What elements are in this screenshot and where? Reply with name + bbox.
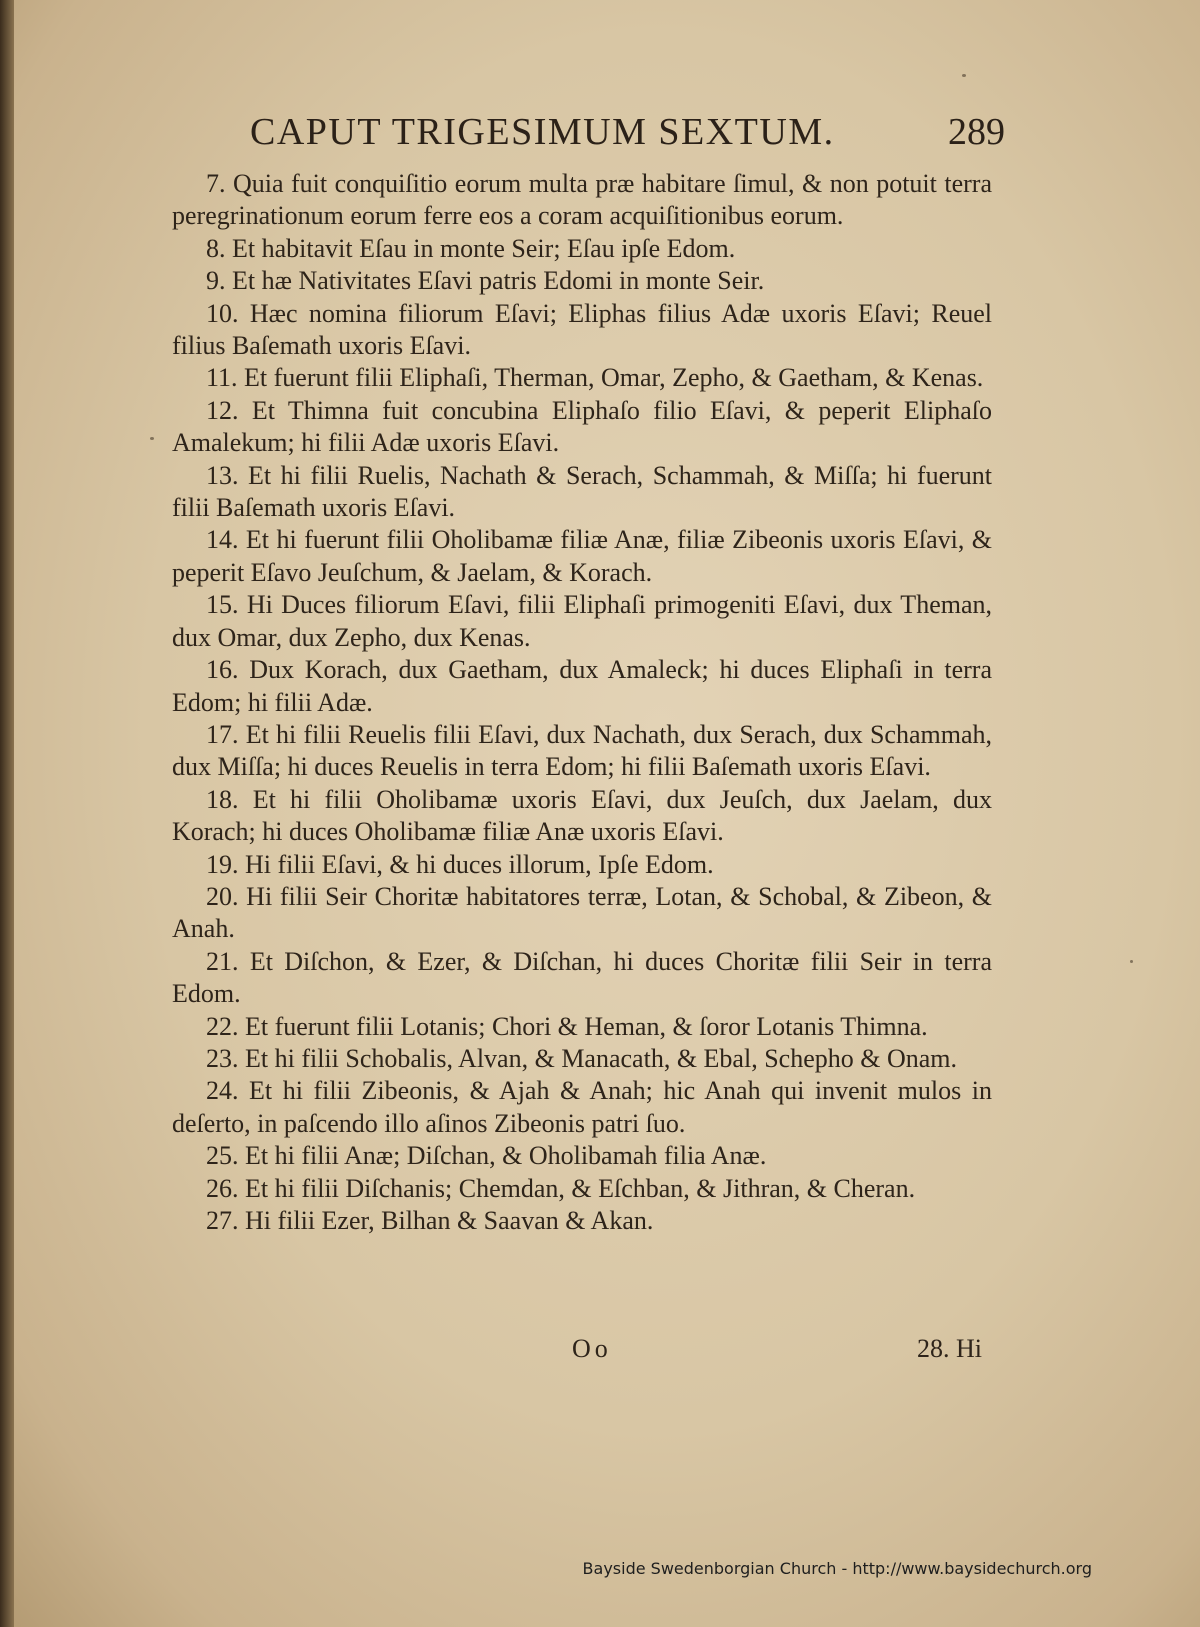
verse-8: 8. Et habitavit Eſau in monte Seir; Eſau ipſe Edom. — [206, 233, 736, 263]
catchword: 28. Hi — [917, 1334, 982, 1363]
verse-23: 23. Et hi filii Schobalis, Alvan, & Manacath, & Ebal, Schepho & Onam. — [206, 1043, 957, 1073]
signature-mark: Oo — [572, 1334, 612, 1363]
page-header — [175, 110, 1005, 160]
verse-21: 21. Et Diſchon, & Ezer, & Diſchan, hi duces Choritæ filii Seir in terra Edom. — [172, 946, 992, 1009]
verse-12: 12. Et Thimna fuit concubina Eliphaſo filio Eſavi, & peperit Eliphaſo Amalekum; hi filii Adæ uxoris Eſavi. — [172, 395, 992, 458]
verse-26: 26. Et hi filii Diſchanis; Chemdan, & Eſchban, & Jithran, & Cheran. — [206, 1173, 916, 1203]
verse-7: 7. Quia fuit conquiſitio eorum multa præ habitare ſimul, & non potuit terra peregrinationum eorum ferre eos a coram acquiſitionibus eorum. — [172, 169, 992, 231]
paper-speck — [150, 437, 154, 440]
verse-18: 18. Et hi filii Oholibamæ uxoris Eſavi, dux Jeuſch, dux Jaelam, dux Korach; hi duces Oholibamæ filiæ Anæ uxoris Eſavi. — [172, 784, 992, 847]
verse-25: 25. Et hi filii Anæ; Diſchan, & Oholibamah filia Anæ. — [206, 1141, 767, 1171]
verse-20: 20. Hi filii Seir Choritæ habitatores terræ, Lotan, & Schobal, & Zibeon, & Anah. — [172, 881, 992, 944]
verse-17: 17. Et hi filii Reuelis filii Eſavi, dux Nachath, dux Serach, dux Schammah, dux Miſſa; hi duces Reuelis in terra Edom; hi filii Baſemath uxoris Eſavi. — [172, 719, 992, 782]
body-text — [172, 168, 992, 1237]
verse-24: 24. Et hi filii Zibeonis, & Ajah & Anah; hic Anah qui invenit mulos in deſerto, in paſcendo illo aſinos Zibeonis patri ſuo. — [172, 1076, 992, 1138]
verse-13: 13. Et hi filii Ruelis, Nachath & Serach, Schammah, & Miſſa; hi fuerunt filii Baſemath uxoris Eſavi. — [172, 460, 992, 523]
verse-10: 10. Hæc nomina filiorum Eſavi; Eliphas filius Adæ uxoris Eſavi; Reuel filius Baſemath uxoris Eſavi. — [172, 298, 992, 361]
page-gutter-shadow — [0, 0, 14, 1627]
watermark-credit: Bayside Swedenborgian Church - http://www.baysidechurch.org — [582, 1559, 1092, 1578]
page-footer — [172, 1334, 982, 1370]
verse-14: 14. Et hi fuerunt filii Oholibamæ filiæ Anæ, filiæ Zibeonis uxoris Eſavi, & peperit Eſavo Jeuſchum, & Jaelam, & Korach. — [172, 525, 992, 587]
verse-16: 16. Dux Korach, dux Gaetham, dux Amaleck; hi duces Eliphaſi in terra Edom; hi filii Adæ. — [172, 655, 992, 717]
running-title: CAPUT TRIGESIMUM SEXTUM. — [250, 111, 835, 153]
verse-22: 22. Et fuerunt filii Lotanis; Chori & Heman, & ſoror Lotanis Thimna. — [206, 1011, 928, 1041]
verse-27: 27. Hi filii Ezer, Bilhan & Saavan & Akan. — [206, 1206, 654, 1235]
verse-19: 19. Hi filii Eſavi, & hi duces illorum, Ipſe Edom. — [206, 849, 714, 879]
paper-speck — [962, 74, 966, 77]
verse-9: 9. Et hæ Nativitates Eſavi patris Edomi in monte Seir. — [206, 266, 765, 296]
page-number: 289 — [948, 111, 1005, 153]
verse-15: 15. Hi Duces filiorum Eſavi, filii Eliphaſi primogeniti Eſavi, dux Theman, dux Omar, dux Zepho, dux Kenas. — [172, 590, 992, 652]
paper-speck — [1130, 960, 1133, 963]
verse-11: 11. Et fuerunt filii Eliphaſi, Therman, Omar, Zepho, & Gaetham, & Kenas. — [206, 363, 984, 393]
